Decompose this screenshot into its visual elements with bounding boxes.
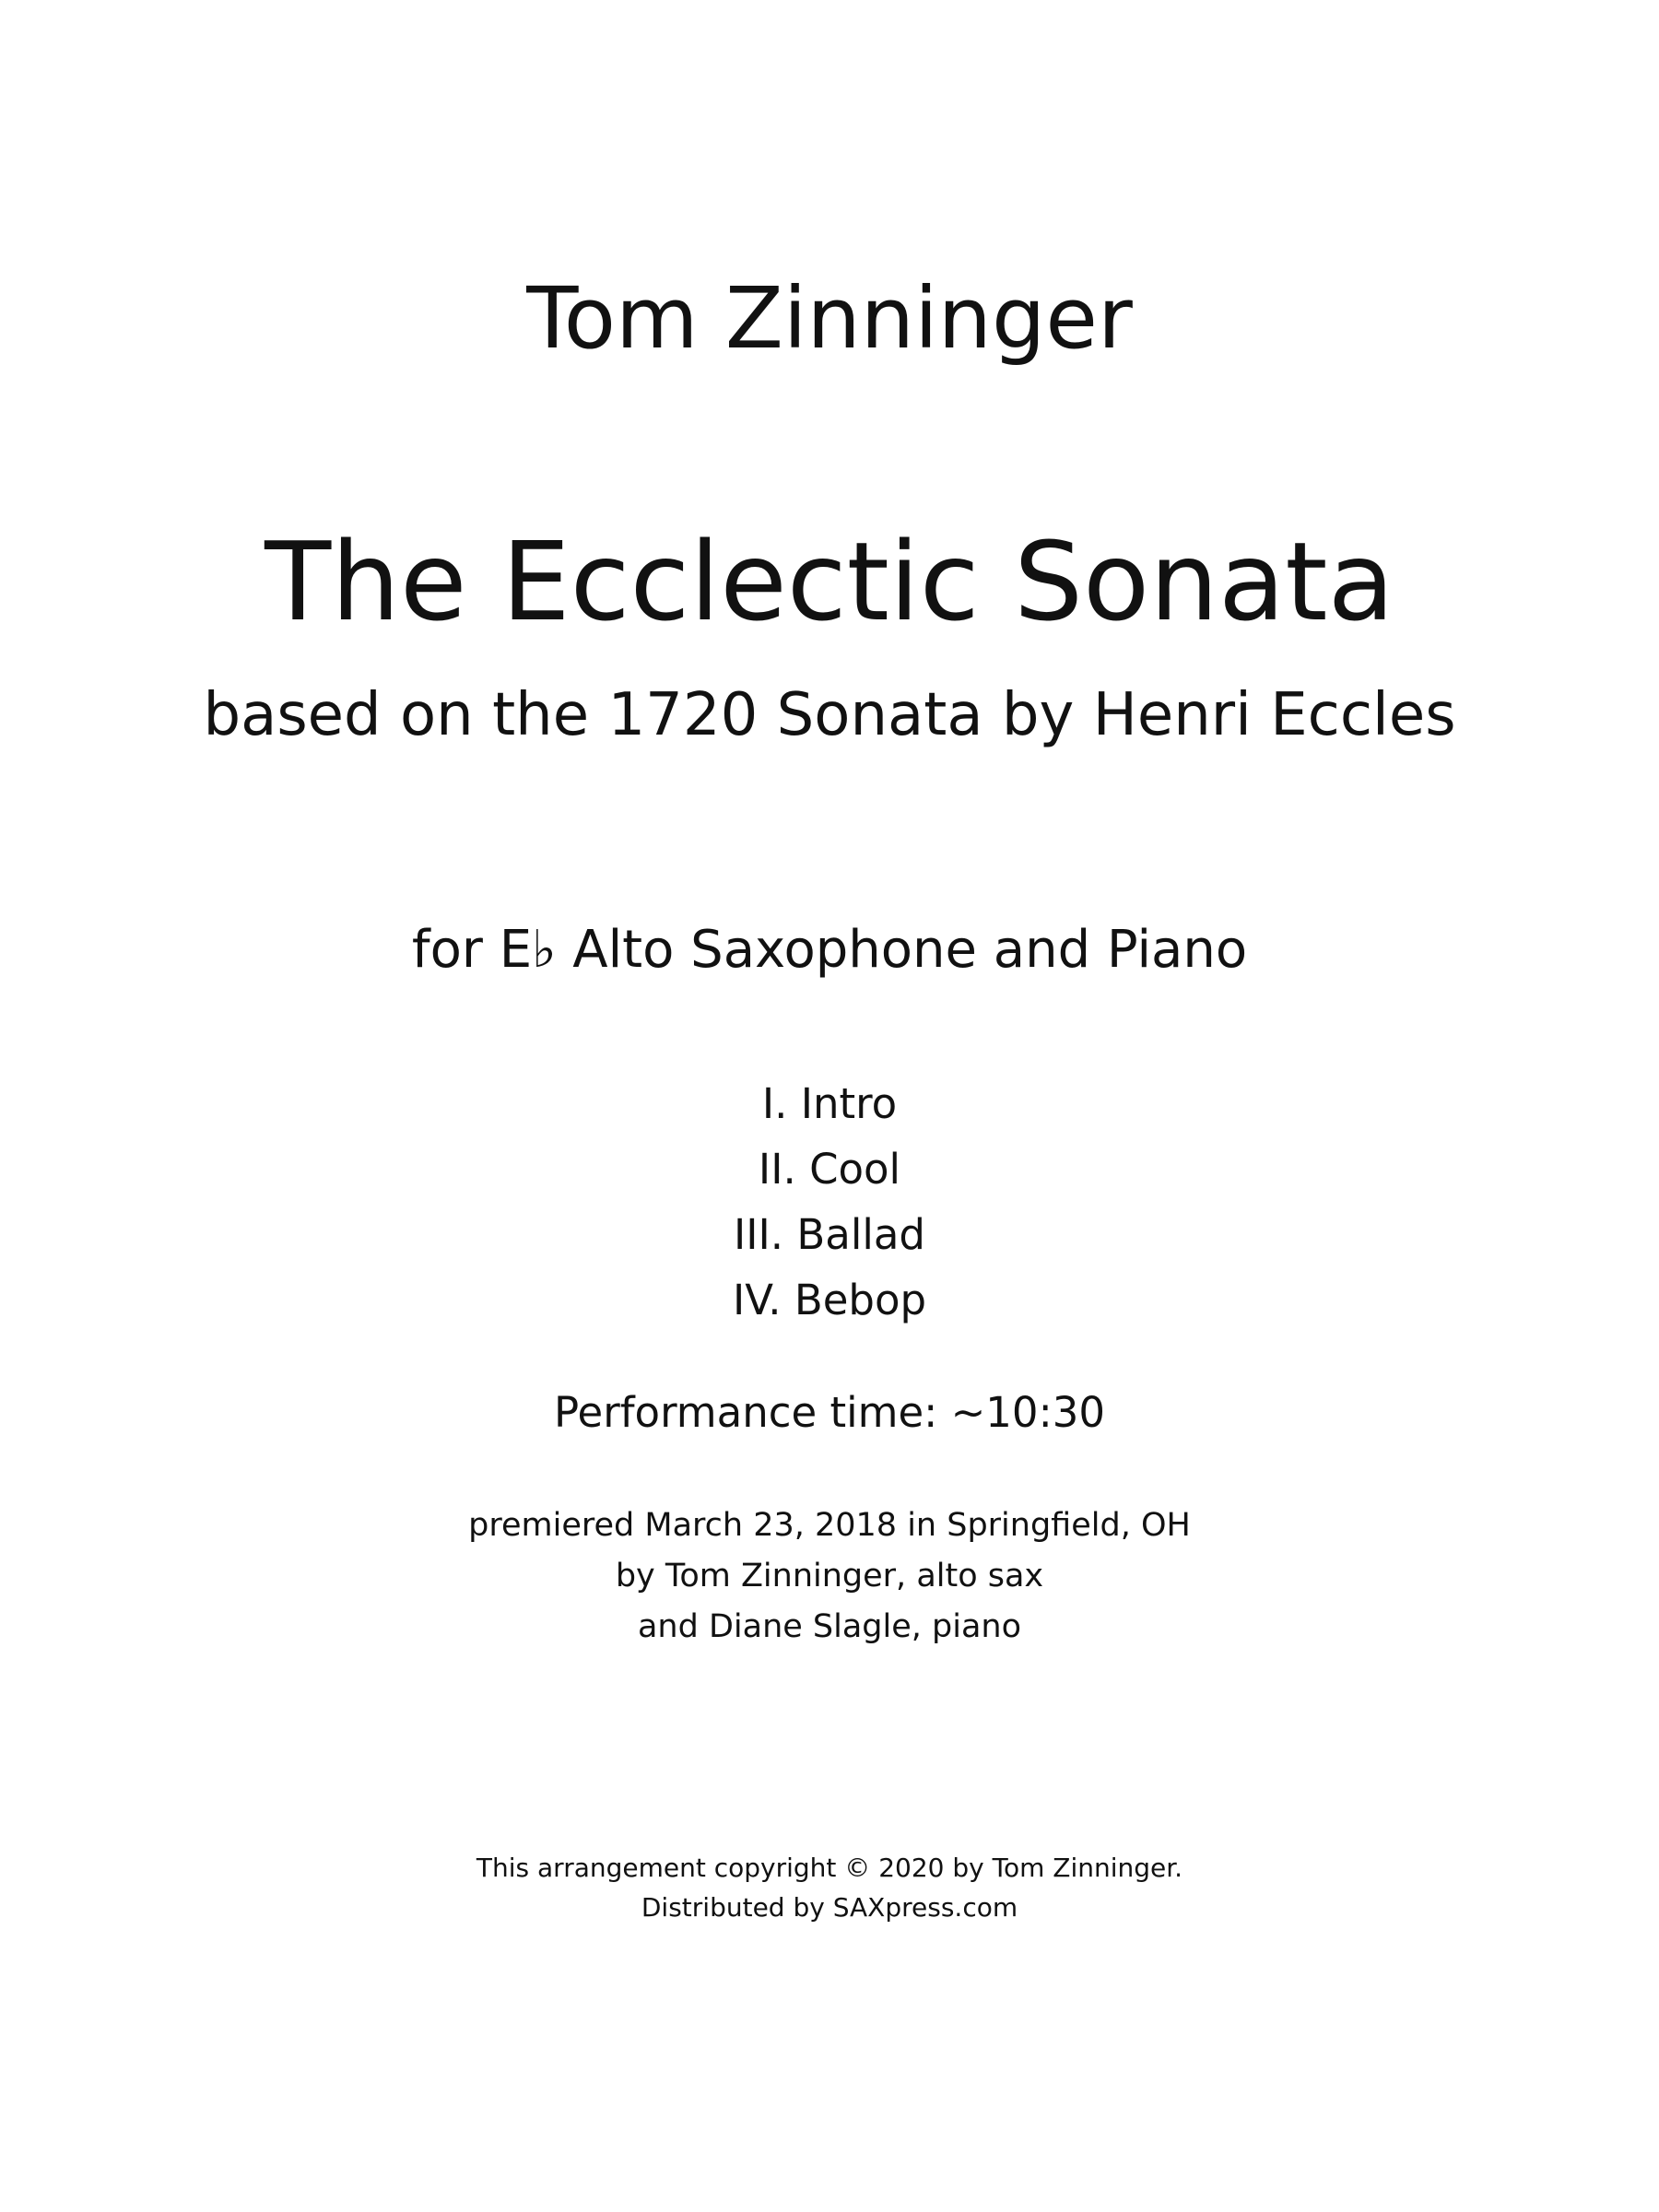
performance-time: Performance time: ~10:30 xyxy=(554,1388,1105,1437)
movement-item: I. Intro xyxy=(761,1079,898,1128)
movement-item: IV. Bebop xyxy=(732,1276,927,1324)
movement-list xyxy=(0,1071,1659,1333)
premiere-info xyxy=(0,1500,1659,1653)
movement-item: III. Ballad xyxy=(733,1210,925,1259)
piece-subtitle: based on the 1720 Sonata by Henri Eccles xyxy=(203,681,1456,749)
instrumentation: for E♭ Alto Saxophone and Piano xyxy=(411,920,1248,980)
composer-name: Tom Zinninger xyxy=(526,269,1133,368)
premiere-line: premiered March 23, 2018 in Springfield, OH xyxy=(468,1507,1191,1544)
copyright-footer xyxy=(0,1848,1659,1927)
piece-title: The Ecclectic Sonata xyxy=(265,518,1394,645)
movement-item: II. Cool xyxy=(758,1145,901,1194)
distributor-line: Distributed by SAXpress.com xyxy=(641,1892,1018,1923)
copyright-line: This arrangement copyright © 2020 by Tom Zinninger. xyxy=(476,1853,1183,1883)
premiere-line: by Tom Zinninger, alto sax xyxy=(615,1558,1044,1594)
premiere-line: and Diane Slagle, piano xyxy=(637,1608,1022,1645)
